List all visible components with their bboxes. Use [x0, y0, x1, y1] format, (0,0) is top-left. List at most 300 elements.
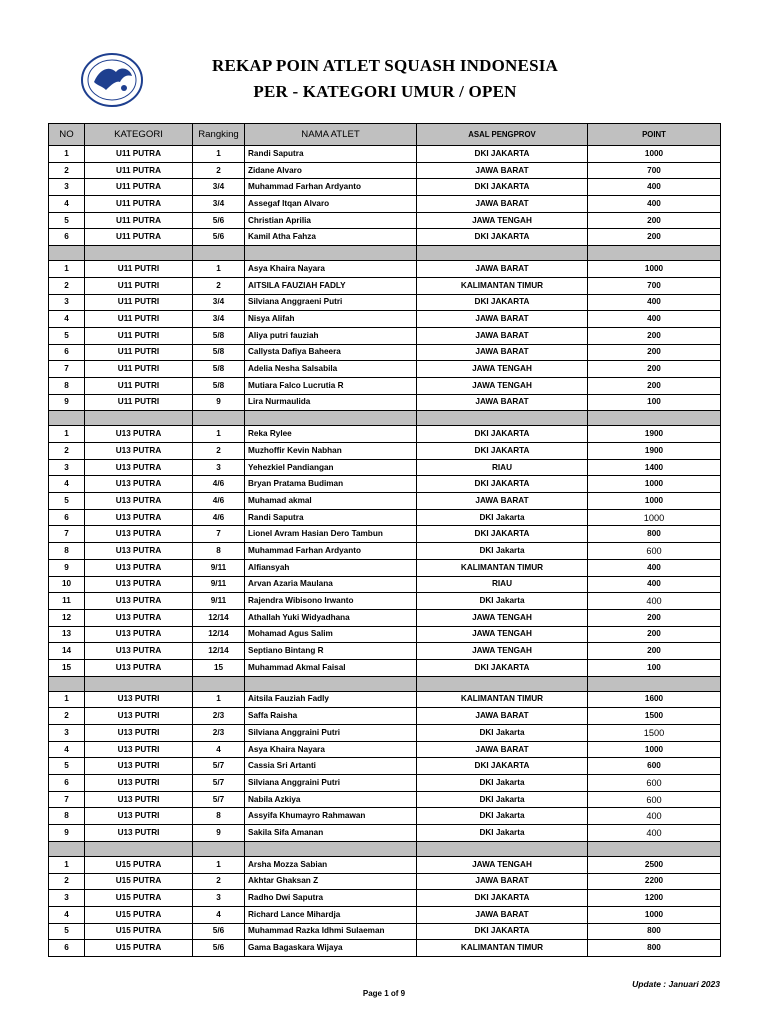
- cell-kategori: U13 PUTRA: [85, 559, 193, 576]
- cell-kategori: U11 PUTRI: [85, 294, 193, 311]
- separator-cell: [193, 841, 245, 856]
- separator-cell: [588, 411, 721, 426]
- cell-kategori: U13 PUTRI: [85, 758, 193, 775]
- column-header-kategori: KATEGORI: [85, 124, 193, 146]
- cell-kategori: U13 PUTRA: [85, 476, 193, 493]
- separator-cell: [245, 246, 417, 261]
- cell-point: 1500: [588, 725, 721, 742]
- cell-asal-pengprov: JAWA BARAT: [417, 873, 588, 890]
- cell-kategori: U11 PUTRA: [85, 162, 193, 179]
- cell-no: 3: [49, 725, 85, 742]
- cell-nama-atlet: Randi Saputra: [245, 509, 417, 526]
- separator-cell: [245, 676, 417, 691]
- cell-rangking: 9/11: [193, 576, 245, 593]
- cell-no: 6: [49, 229, 85, 246]
- cell-nama-atlet: Kamil Atha Fahza: [245, 229, 417, 246]
- table-row: [49, 725, 721, 742]
- separator-cell: [85, 841, 193, 856]
- cell-no: 3: [49, 294, 85, 311]
- cell-rangking: 4/6: [193, 493, 245, 510]
- cell-rangking: 4/6: [193, 476, 245, 493]
- cell-nama-atlet: Saffa Raisha: [245, 708, 417, 725]
- cell-no: 9: [49, 559, 85, 576]
- cell-kategori: U13 PUTRI: [85, 708, 193, 725]
- table-row: [49, 196, 721, 213]
- cell-point: 400: [588, 576, 721, 593]
- cell-asal-pengprov: DKI Jakarta: [417, 825, 588, 842]
- cell-point: 400: [588, 196, 721, 213]
- cell-asal-pengprov: DKI JAKARTA: [417, 229, 588, 246]
- cell-kategori: U13 PUTRA: [85, 626, 193, 643]
- cell-asal-pengprov: DKI JAKARTA: [417, 923, 588, 940]
- cell-kategori: U13 PUTRA: [85, 643, 193, 660]
- cell-point: 700: [588, 162, 721, 179]
- table-body: [49, 146, 721, 957]
- cell-nama-atlet: Muhammad Akmal Faisal: [245, 659, 417, 676]
- cell-asal-pengprov: DKI Jakarta: [417, 509, 588, 526]
- cell-kategori: U13 PUTRA: [85, 509, 193, 526]
- cell-rangking: 9/11: [193, 593, 245, 610]
- cell-asal-pengprov: JAWA BARAT: [417, 162, 588, 179]
- cell-rangking: 9: [193, 394, 245, 411]
- cell-no: 4: [49, 476, 85, 493]
- separator-cell: [85, 411, 193, 426]
- cell-asal-pengprov: JAWA BARAT: [417, 493, 588, 510]
- table-row: [49, 890, 721, 907]
- cell-kategori: U11 PUTRA: [85, 146, 193, 163]
- cell-rangking: 5/7: [193, 758, 245, 775]
- cell-kategori: U11 PUTRI: [85, 361, 193, 378]
- cell-nama-atlet: Silviana Anggraini Putri: [245, 725, 417, 742]
- cell-rangking: 9/11: [193, 559, 245, 576]
- cell-point: 200: [588, 377, 721, 394]
- cell-nama-atlet: Gama Bagaskara Wijaya: [245, 940, 417, 957]
- cell-no: 7: [49, 526, 85, 543]
- cell-kategori: U11 PUTRI: [85, 327, 193, 344]
- cell-no: 8: [49, 808, 85, 825]
- cell-asal-pengprov: DKI Jakarta: [417, 791, 588, 808]
- page-number: Page 1 of 9: [362, 989, 406, 998]
- table-row: [49, 643, 721, 660]
- cell-kategori: U13 PUTRI: [85, 725, 193, 742]
- cell-kategori: U11 PUTRI: [85, 394, 193, 411]
- cell-no: 2: [49, 708, 85, 725]
- table-row: [49, 212, 721, 229]
- cell-asal-pengprov: DKI JAKARTA: [417, 758, 588, 775]
- cell-asal-pengprov: KALIMANTAN TIMUR: [417, 277, 588, 294]
- cell-point: 1200: [588, 890, 721, 907]
- cell-asal-pengprov: JAWA TENGAH: [417, 856, 588, 873]
- cell-rangking: 15: [193, 659, 245, 676]
- cell-no: 13: [49, 626, 85, 643]
- cell-point: 400: [588, 559, 721, 576]
- cell-rangking: 1: [193, 146, 245, 163]
- cell-rangking: 5/6: [193, 229, 245, 246]
- cell-point: 200: [588, 212, 721, 229]
- table-row: [49, 559, 721, 576]
- cell-no: 10: [49, 576, 85, 593]
- cell-asal-pengprov: DKI JAKARTA: [417, 294, 588, 311]
- table-row: [49, 426, 721, 443]
- cell-point: 200: [588, 643, 721, 660]
- separator-cell: [85, 676, 193, 691]
- cell-kategori: U11 PUTRI: [85, 311, 193, 328]
- group-separator-row: [49, 411, 721, 426]
- cell-point: 700: [588, 277, 721, 294]
- cell-asal-pengprov: JAWA BARAT: [417, 394, 588, 411]
- cell-kategori: U13 PUTRI: [85, 775, 193, 792]
- cell-point: 200: [588, 361, 721, 378]
- cell-point: 200: [588, 609, 721, 626]
- separator-cell: [417, 246, 588, 261]
- cell-rangking: 2/3: [193, 725, 245, 742]
- cell-nama-atlet: Sakila Sifa Amanan: [245, 825, 417, 842]
- cell-rangking: 3: [193, 890, 245, 907]
- cell-asal-pengprov: DKI JAKARTA: [417, 476, 588, 493]
- cell-kategori: U13 PUTRA: [85, 543, 193, 560]
- group-separator-row: [49, 841, 721, 856]
- cell-asal-pengprov: JAWA BARAT: [417, 906, 588, 923]
- cell-point: 1000: [588, 146, 721, 163]
- table-row: [49, 593, 721, 610]
- cell-asal-pengprov: JAWA TENGAH: [417, 212, 588, 229]
- column-header-point: POINT: [588, 124, 721, 146]
- cell-rangking: 2: [193, 277, 245, 294]
- table-row: [49, 229, 721, 246]
- cell-rangking: 8: [193, 808, 245, 825]
- cell-rangking: 3: [193, 459, 245, 476]
- cell-nama-atlet: Arvan Azaria Maulana: [245, 576, 417, 593]
- cell-point: 600: [588, 775, 721, 792]
- table-row: [49, 708, 721, 725]
- cell-asal-pengprov: DKI JAKARTA: [417, 426, 588, 443]
- table-row: [49, 394, 721, 411]
- cell-nama-atlet: Callysta Dafiya Baheera: [245, 344, 417, 361]
- cell-point: 1000: [588, 261, 721, 278]
- cell-nama-atlet: Cassia Sri Artanti: [245, 758, 417, 775]
- cell-asal-pengprov: KALIMANTAN TIMUR: [417, 559, 588, 576]
- cell-no: 2: [49, 873, 85, 890]
- cell-asal-pengprov: JAWA BARAT: [417, 311, 588, 328]
- cell-nama-atlet: Mutiara Falco Lucrutia R: [245, 377, 417, 394]
- cell-nama-atlet: Rajendra Wibisono Irwanto: [245, 593, 417, 610]
- cell-rangking: 3/4: [193, 311, 245, 328]
- cell-no: 1: [49, 261, 85, 278]
- cell-rangking: 3/4: [193, 294, 245, 311]
- cell-asal-pengprov: JAWA TENGAH: [417, 643, 588, 660]
- separator-cell: [49, 676, 85, 691]
- cell-point: 600: [588, 758, 721, 775]
- cell-nama-atlet: Asya Khaira Nayara: [245, 741, 417, 758]
- cell-point: 1900: [588, 426, 721, 443]
- cell-kategori: U13 PUTRA: [85, 459, 193, 476]
- table-row: [49, 476, 721, 493]
- cell-point: 600: [588, 791, 721, 808]
- table-row: [49, 526, 721, 543]
- cell-point: 800: [588, 526, 721, 543]
- cell-kategori: U13 PUTRA: [85, 659, 193, 676]
- table-row: [49, 775, 721, 792]
- cell-asal-pengprov: DKI Jakarta: [417, 775, 588, 792]
- column-header-rangking: Rangking: [193, 124, 245, 146]
- table-row: [49, 179, 721, 196]
- cell-no: 4: [49, 906, 85, 923]
- cell-no: 6: [49, 940, 85, 957]
- table-row: [49, 923, 721, 940]
- separator-cell: [193, 411, 245, 426]
- cell-kategori: U13 PUTRA: [85, 576, 193, 593]
- cell-no: 8: [49, 377, 85, 394]
- table-row: [49, 344, 721, 361]
- cell-no: 3: [49, 890, 85, 907]
- cell-nama-atlet: Adelia Nesha Salsabila: [245, 361, 417, 378]
- cell-no: 3: [49, 459, 85, 476]
- cell-kategori: U15 PUTRA: [85, 923, 193, 940]
- separator-cell: [588, 841, 721, 856]
- cell-no: 5: [49, 212, 85, 229]
- ranking-table: [48, 123, 721, 957]
- cell-kategori: U13 PUTRI: [85, 808, 193, 825]
- table-row: [49, 493, 721, 510]
- cell-no: 5: [49, 327, 85, 344]
- cell-nama-atlet: Assyifa Khumayro Rahmawan: [245, 808, 417, 825]
- table-row: [49, 261, 721, 278]
- table-row: [49, 758, 721, 775]
- cell-asal-pengprov: DKI JAKARTA: [417, 526, 588, 543]
- cell-nama-atlet: Mohamad Agus Salim: [245, 626, 417, 643]
- cell-kategori: U11 PUTRI: [85, 277, 193, 294]
- cell-asal-pengprov: JAWA BARAT: [417, 261, 588, 278]
- cell-nama-atlet: Yehezkiel Pandiangan: [245, 459, 417, 476]
- cell-rangking: 1: [193, 856, 245, 873]
- table-row: [49, 443, 721, 460]
- cell-no: 11: [49, 593, 85, 610]
- cell-kategori: U13 PUTRA: [85, 426, 193, 443]
- cell-no: 2: [49, 443, 85, 460]
- table-row: [49, 825, 721, 842]
- table-header-row: [49, 124, 721, 146]
- cell-nama-atlet: Septiano Bintang R: [245, 643, 417, 660]
- cell-asal-pengprov: DKI JAKARTA: [417, 443, 588, 460]
- separator-cell: [588, 246, 721, 261]
- cell-no: 5: [49, 758, 85, 775]
- cell-nama-atlet: Muhammad Razka Idhmi Sulaeman: [245, 923, 417, 940]
- table-row: [49, 940, 721, 957]
- cell-rangking: 5/6: [193, 923, 245, 940]
- cell-kategori: U13 PUTRA: [85, 493, 193, 510]
- cell-no: 2: [49, 277, 85, 294]
- table-row: [49, 277, 721, 294]
- cell-no: 4: [49, 311, 85, 328]
- cell-point: 1000: [588, 741, 721, 758]
- cell-kategori: U13 PUTRA: [85, 526, 193, 543]
- cell-rangking: 2: [193, 443, 245, 460]
- cell-no: 6: [49, 344, 85, 361]
- cell-point: 1900: [588, 443, 721, 460]
- cell-no: 15: [49, 659, 85, 676]
- cell-point: 400: [588, 593, 721, 610]
- cell-rangking: 4/6: [193, 509, 245, 526]
- cell-no: 14: [49, 643, 85, 660]
- cell-kategori: U11 PUTRI: [85, 344, 193, 361]
- table-row: [49, 609, 721, 626]
- column-header-no: NO: [49, 124, 85, 146]
- cell-point: 200: [588, 327, 721, 344]
- update-note: Update : Januari 2023: [632, 979, 720, 989]
- cell-asal-pengprov: RIAU: [417, 459, 588, 476]
- table-row: [49, 509, 721, 526]
- cell-kategori: U13 PUTRI: [85, 825, 193, 842]
- cell-no: 3: [49, 179, 85, 196]
- cell-kategori: U15 PUTRA: [85, 873, 193, 890]
- separator-cell: [588, 676, 721, 691]
- separator-cell: [85, 246, 193, 261]
- cell-rangking: 8: [193, 543, 245, 560]
- cell-nama-atlet: Muzhoffir Kevin Nabhan: [245, 443, 417, 460]
- table-row: [49, 146, 721, 163]
- cell-point: 1500: [588, 708, 721, 725]
- cell-asal-pengprov: JAWA TENGAH: [417, 609, 588, 626]
- cell-point: 800: [588, 940, 721, 957]
- separator-cell: [193, 246, 245, 261]
- cell-rangking: 12/14: [193, 609, 245, 626]
- cell-nama-atlet: Akhtar Ghaksan Z: [245, 873, 417, 890]
- cell-rangking: 1: [193, 691, 245, 708]
- separator-cell: [245, 841, 417, 856]
- cell-no: 1: [49, 426, 85, 443]
- cell-kategori: U11 PUTRA: [85, 229, 193, 246]
- cell-nama-atlet: Silviana Anggraeni Putri: [245, 294, 417, 311]
- cell-nama-atlet: Aitsila Fauziah Fadly: [245, 691, 417, 708]
- cell-no: 2: [49, 162, 85, 179]
- separator-cell: [417, 676, 588, 691]
- cell-asal-pengprov: JAWA BARAT: [417, 344, 588, 361]
- cell-point: 1000: [588, 906, 721, 923]
- cell-no: 1: [49, 691, 85, 708]
- cell-asal-pengprov: DKI JAKARTA: [417, 146, 588, 163]
- cell-asal-pengprov: JAWA TENGAH: [417, 626, 588, 643]
- table-row: [49, 377, 721, 394]
- cell-no: 4: [49, 196, 85, 213]
- cell-nama-atlet: Nabila Azkiya: [245, 791, 417, 808]
- report-title: REKAP POIN ATLET SQUASH INDONESIA: [211, 56, 559, 75]
- table-row: [49, 691, 721, 708]
- cell-kategori: U13 PUTRA: [85, 609, 193, 626]
- cell-no: 1: [49, 146, 85, 163]
- cell-point: 800: [588, 923, 721, 940]
- cell-kategori: U15 PUTRA: [85, 940, 193, 957]
- cell-point: 1000: [588, 476, 721, 493]
- cell-rangking: 4: [193, 741, 245, 758]
- table-row: [49, 311, 721, 328]
- cell-nama-atlet: AITSILA FAUZIAH FADLY: [245, 277, 417, 294]
- cell-rangking: 5/8: [193, 344, 245, 361]
- cell-asal-pengprov: JAWA BARAT: [417, 327, 588, 344]
- cell-asal-pengprov: JAWA BARAT: [417, 196, 588, 213]
- cell-nama-atlet: Asya Khaira Nayara: [245, 261, 417, 278]
- cell-point: 1400: [588, 459, 721, 476]
- cell-no: 9: [49, 825, 85, 842]
- cell-nama-atlet: Bryan Pratama Budiman: [245, 476, 417, 493]
- cell-no: 6: [49, 775, 85, 792]
- table-row: [49, 361, 721, 378]
- column-header-nama-atlet: NAMA ATLET: [245, 124, 417, 146]
- cell-asal-pengprov: RIAU: [417, 576, 588, 593]
- separator-cell: [417, 841, 588, 856]
- cell-nama-atlet: Zidane Alvaro: [245, 162, 417, 179]
- cell-rangking: 1: [193, 261, 245, 278]
- cell-rangking: 1: [193, 426, 245, 443]
- cell-nama-atlet: Muhammad Farhan Ardyanto: [245, 179, 417, 196]
- cell-kategori: U11 PUTRA: [85, 212, 193, 229]
- cell-point: 400: [588, 179, 721, 196]
- cell-point: 1000: [588, 493, 721, 510]
- cell-kategori: U13 PUTRI: [85, 741, 193, 758]
- group-separator-row: [49, 676, 721, 691]
- cell-rangking: 12/14: [193, 643, 245, 660]
- cell-point: 400: [588, 294, 721, 311]
- cell-nama-atlet: Arsha Mozza Sabian: [245, 856, 417, 873]
- separator-cell: [49, 841, 85, 856]
- table-row: [49, 162, 721, 179]
- cell-asal-pengprov: KALIMANTAN TIMUR: [417, 940, 588, 957]
- separator-cell: [417, 411, 588, 426]
- cell-nama-atlet: Christian Aprilia: [245, 212, 417, 229]
- cell-asal-pengprov: JAWA TENGAH: [417, 377, 588, 394]
- column-header-asal-pengprov: ASAL PENGPROV: [417, 124, 588, 146]
- cell-point: 100: [588, 659, 721, 676]
- report-subtitle: PER - KATEGORI UMUR / OPEN: [253, 82, 517, 101]
- cell-asal-pengprov: DKI Jakarta: [417, 725, 588, 742]
- cell-nama-atlet: Muhamad akmal: [245, 493, 417, 510]
- separator-cell: [49, 411, 85, 426]
- cell-rangking: 5/8: [193, 361, 245, 378]
- separator-cell: [49, 246, 85, 261]
- cell-kategori: U11 PUTRA: [85, 179, 193, 196]
- cell-no: 9: [49, 394, 85, 411]
- cell-no: 5: [49, 923, 85, 940]
- cell-point: 200: [588, 626, 721, 643]
- cell-asal-pengprov: DKI JAKARTA: [417, 659, 588, 676]
- cell-kategori: U13 PUTRI: [85, 691, 193, 708]
- table-row: [49, 327, 721, 344]
- cell-asal-pengprov: KALIMANTAN TIMUR: [417, 691, 588, 708]
- cell-rangking: 5/6: [193, 940, 245, 957]
- table-row: [49, 808, 721, 825]
- cell-rangking: 5/7: [193, 775, 245, 792]
- cell-no: 1: [49, 856, 85, 873]
- cell-point: 600: [588, 543, 721, 560]
- cell-asal-pengprov: JAWA BARAT: [417, 741, 588, 758]
- cell-asal-pengprov: JAWA BARAT: [417, 708, 588, 725]
- cell-no: 8: [49, 543, 85, 560]
- cell-rangking: 2: [193, 162, 245, 179]
- federation-logo-icon: [80, 52, 144, 108]
- cell-point: 400: [588, 825, 721, 842]
- table-row: [49, 294, 721, 311]
- group-separator-row: [49, 246, 721, 261]
- cell-rangking: 5/7: [193, 791, 245, 808]
- cell-point: 1000: [588, 509, 721, 526]
- cell-nama-atlet: Reka Rylee: [245, 426, 417, 443]
- cell-rangking: 5/8: [193, 327, 245, 344]
- table-row: [49, 741, 721, 758]
- table-row: [49, 626, 721, 643]
- table-row: [49, 543, 721, 560]
- cell-nama-atlet: Silviana Anggraini Putri: [245, 775, 417, 792]
- cell-rangking: 5/8: [193, 377, 245, 394]
- separator-cell: [193, 676, 245, 691]
